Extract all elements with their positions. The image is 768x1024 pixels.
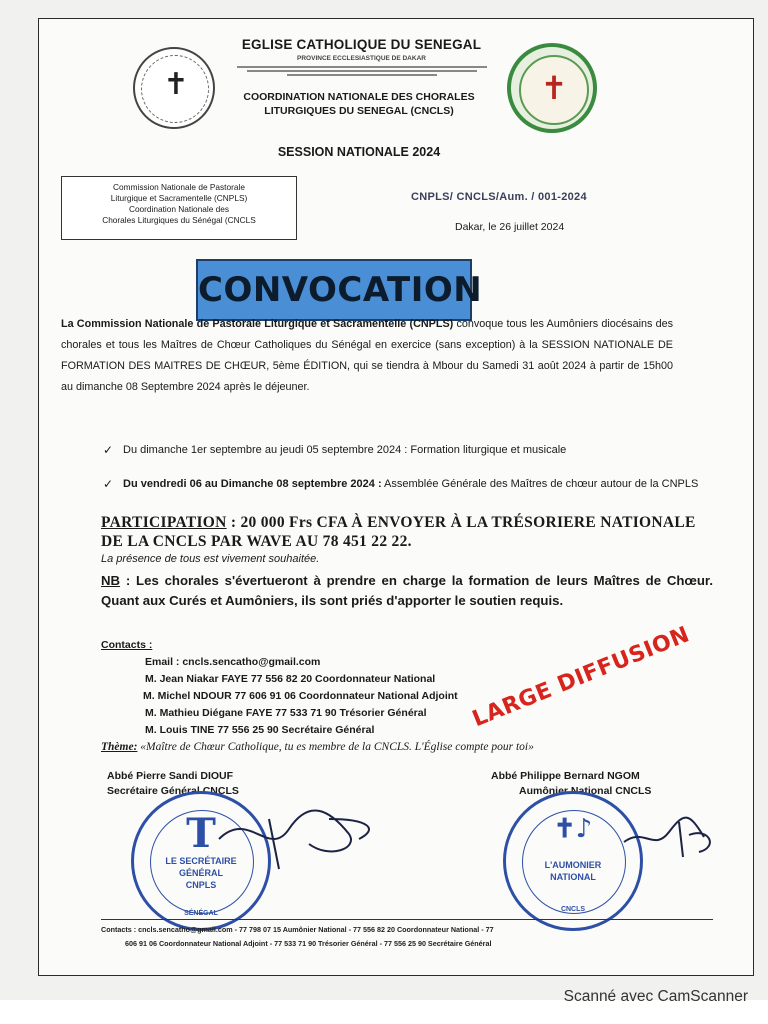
red-cross-icon: ✝: [540, 69, 568, 107]
cncls-logo-right: [507, 43, 597, 133]
letter-date: Dakar, le 26 juillet 2024: [455, 221, 565, 233]
program-item-bold: Du vendredi 06 au Dimanche 08 septembre 2024 :: [123, 478, 382, 490]
contact-line: M. Mathieu Diégane FAYE 77 533 71 90 Trésorier Général: [145, 707, 427, 719]
sender-line-2: Liturgique et Sacramentelle (CNPLS): [110, 193, 248, 203]
signatory-role: Secrétaire Général CNCLS: [107, 785, 239, 797]
reference-number: CNPLS/ CNCLS/Aum. / 001-2024: [411, 191, 587, 203]
program-item-text: Assemblée Générale des Maîtres de chœur autour de la CNPLS: [381, 478, 699, 490]
intro-text: convoque tous les Aumôniers diocésains des chorales et tous les Maîtres de Chœur Catholiques du Sénégal en exercice (sans exception) à la SESSION NATIONALE DE FORMATION DES MAITRES DE CHŒUR, 5ème ÉDITION, qui se tiendra à Mbour du Samedi 31 août 2024 à partir de 15h00 au dimanche 08 Septembre 2024 après le déjeuner.: [61, 318, 673, 393]
contact-line: M. Louis TINE 77 556 25 90 Secrétaire Général: [145, 724, 375, 736]
theme-text: «Maître de Chœur Catholique, tu es membre de la CNCLS. L'Église compte pour toi»: [137, 741, 534, 753]
cross-icon: ✝: [163, 67, 189, 102]
cross-music-icon: ✝♪: [553, 814, 593, 844]
header-subtitle: PROVINCE ECCLESIASTIQUE DE DAKAR: [297, 55, 426, 62]
participation-block: [101, 513, 713, 551]
signatory-name: Abbé Pierre Sandi DIOUF: [107, 770, 234, 782]
signature-right: [619, 797, 729, 867]
nb-label: NB: [101, 573, 121, 588]
program-item-1: [103, 443, 713, 458]
intro-lead: La Commission Nationale de Pastorale Liturgique et Sacramentelle (CNPLS): [61, 318, 454, 330]
participation-label: PARTICIPATION: [101, 514, 227, 531]
footer-contacts: [101, 923, 721, 951]
signatory-role: Aumônier National CNCLS: [519, 785, 652, 797]
convocation-title: CONVOCATION: [198, 270, 483, 310]
contacts-block: [101, 637, 458, 739]
presence-note: La présence de tous est vivement souhaitée.: [101, 553, 320, 565]
contact-line: M. Michel NDOUR 77 606 91 06 Coordonnateur National Adjoint: [143, 690, 458, 702]
nb-block: [101, 571, 713, 611]
large-diffusion-stamp: LARGE DIFFUSION: [469, 622, 694, 733]
theme-line: [101, 741, 534, 753]
participation-text: : 20 000 Frs CFA À ENVOYER À LA TRÉSORIERE NATIONALE DE LA CNCLS PAR WAVE AU 78 451 22 22.: [101, 514, 696, 550]
contact-line: M. Jean Niakar FAYE 77 556 82 20 Coordonnateur National: [145, 673, 436, 685]
coordination-line-1: COORDINATION NATIONALE DES CHORALES: [243, 91, 475, 103]
church-logo-left: [133, 47, 215, 129]
seal-national-chaplain: ✝♪ L'AUMONIER NATIONAL CNCLS: [503, 791, 643, 931]
footer-line-1: Contacts : cncls.sencatho@gmail.com - 77 798 07 15 Aumônier National - 77 556 82 20 Coordonnateur National - 77: [101, 925, 494, 934]
document-page: [38, 18, 754, 976]
contacts-title: Contacts :: [101, 639, 153, 651]
check-icon: ✓: [103, 477, 114, 491]
header-fine-print: [227, 64, 497, 78]
contacts-email: Email : cncls.sencatho@gmail.com: [145, 656, 321, 668]
session-title: SESSION NATIONALE 2024: [277, 145, 441, 159]
signatory-name: Abbé Philippe Bernard NGOM: [491, 770, 640, 782]
sender-line-4: Chorales Liturgiques du Sénégal (CNCLS: [102, 215, 256, 225]
header-title: EGLISE CATHOLIQUE DU SENEGAL: [241, 37, 482, 52]
sender-line-3: Coordination Nationale des: [128, 204, 230, 214]
theme-label: Thème:: [101, 741, 138, 753]
coordination-line-2: LITURGIQUES DU SENEGAL (CNCLS): [264, 105, 454, 117]
nb-text: : Les chorales s'évertueront à prendre en charge la formation de leurs Maîtres de Chœur. Quant aux Curés et Aumôniers, ils sont priés d'apporter le soutien requis.: [101, 573, 713, 608]
program-item-2: [103, 477, 713, 492]
seal-secretary-general: T LE SECRÉTAIRE GÉNÉRAL CNPLS SÉNÉGAL: [131, 791, 271, 931]
sender-line-1: Commission Nationale de Pastorale: [113, 182, 245, 192]
convocation-banner: [196, 259, 483, 321]
signature-left: [209, 789, 389, 879]
sender-box: [61, 176, 297, 240]
camscanner-watermark: Scanné avec CamScanner: [563, 988, 748, 1005]
check-icon: ✓: [103, 443, 114, 457]
program-item-text: Du dimanche 1er septembre au jeudi 05 septembre 2024 : Formation liturgique et musicale: [123, 444, 567, 456]
tau-cross-icon: T: [186, 810, 216, 857]
intro-paragraph: [61, 314, 673, 398]
footer-line-2: 606 91 06 Coordonnateur National Adjoint - 77 533 71 90 Trésorier Général - 77 556 25 90 Secrétaire Général: [125, 939, 492, 948]
